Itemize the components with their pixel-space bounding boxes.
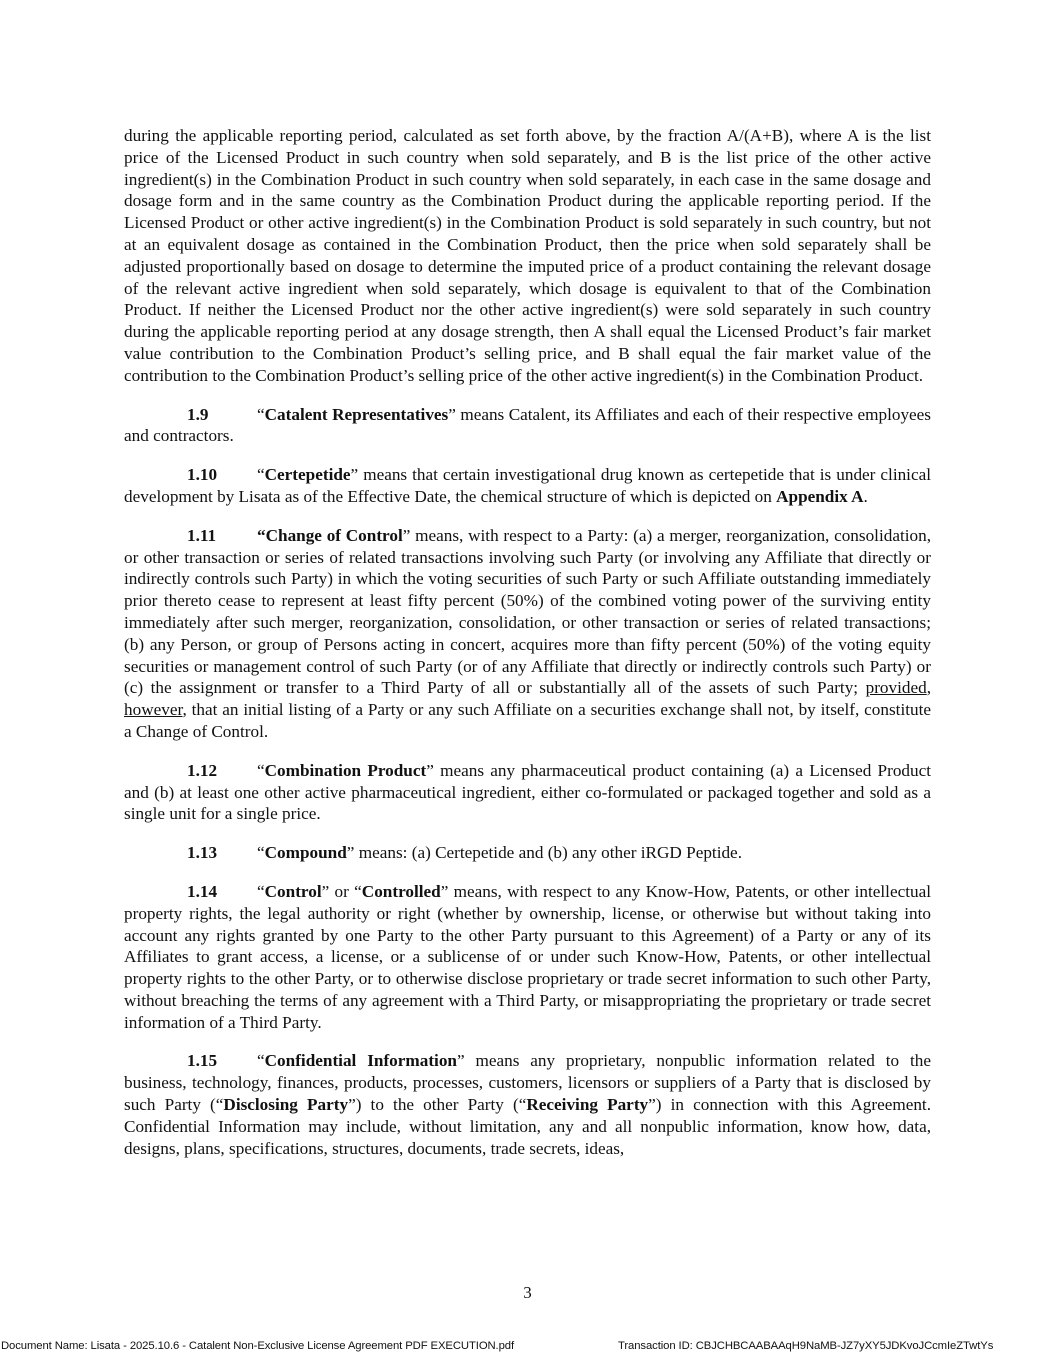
section-number: 1.12	[187, 760, 218, 780]
section-number: 1.15	[187, 1051, 218, 1071]
transaction-id: Transaction ID: CBJCHBCAABAAqH9NaMB-JZ7yXY5JDKvoJCcmIeZTwtYs	[618, 1340, 994, 1352]
section-1-12: 1.12 “Combination Product” means any pharmaceutical product containing (a) a Licensed Product and (b) at least one other active pharmaceutical ingredient, either co-formulated or packaged together and sold as a single unit for a single price.	[124, 760, 931, 824]
page-number: 3	[523, 1283, 532, 1302]
section-1-13: 1.13 “Compound” means: (a) Certepetide and (b) any other iRGD Peptide.	[187, 843, 742, 863]
defined-term-2: Disclosing Party	[223, 1095, 349, 1115]
defined-term: Control	[264, 881, 322, 901]
defined-term: Certepetide	[264, 465, 351, 485]
section-text: means Catalent, its Affiliates and each of their respective employees and contractors.	[124, 404, 931, 446]
defined-term: Compound	[264, 843, 347, 863]
section-1-11: 1.11 “Change of Control” means, with respect to a Party: (a) a merger, reorganization, consolidation, or other transaction or series of related transactions involving such Party (or involving any Affiliate that directly or indirectly controls such Party) in which the voting securities of such Party or such Affiliate outstanding immediately prior thereto cease to represent at least fifty percent (50%) of the combined voting power of the surviving entity immediately after such merger, reorganization, consolidation, or other transaction or series of related transactions; (b) any Person, or group of Persons acting in concert, acquires more than fifty percent (50%) of the voting equity securities or management control of such Party (or of any Affiliate that directly or indirectly controls such Party) or (c) the assignment or transfer to a Third Party of all or substantially all of the assets of such Party; provided, however, that an initial listing of a Party or any such Affiliate on a securities exchange shall not, by itself, constitute a Change of Control.	[124, 525, 931, 741]
section-number: 1.14	[187, 881, 218, 901]
defined-term: Change of Control	[265, 525, 403, 545]
section-text: means: (a) Certepetide and (b) any other iRGD Peptide.	[354, 843, 742, 863]
underlined-provided: provided	[865, 678, 927, 698]
defined-term: Confidential Information	[264, 1051, 457, 1071]
continuation-paragraph: during the applicable reporting period, calculated as set forth above, by the fraction A/(A+B), where A is the list price of the Licensed Product in such country when sold separately, and B is the list price of the other active ingredient(s) in the Combination Product in such country when sold separately, in each case in the same dosage and dosage form and in the same country as the Combination Product during the applicable reporting period. If the Licensed Product or other active ingredient(s) in the Combination Product is sold separately in such country, but not at an equivalent dosage as contained in the Combination Product, then the price when sold separately shall be adjusted proportionally based on dosage to determine the imputed price of a product containing the relevant dosage of the relevant active ingredient when sold separately, which dosage is equivalent to that of the Combination Product. If neither the Licensed Product nor the other active ingredient(s) were sold separately in such country during the applicable reporting period at any dosage strength, then A shall equal the Licensed Product’s fair market value contribution to the Combination Product’s selling price, and B shall equal the fair market value of the contribution to the Combination Product’s selling price of the other active ingredient(s) in the Combination Product.	[124, 126, 931, 385]
section-number: 1.11	[187, 525, 217, 545]
underlined-however: however	[124, 700, 183, 720]
section-1-10: 1.10 “Certepetide” means that certain investigational drug known as certepetide that is under clinical development by Lisata as of the Effective Date, the chemical structure of which is depicted on Appendix A.	[124, 465, 931, 506]
document-page	[124, 125, 931, 1176]
section-number: 1.13	[187, 843, 218, 863]
section-text-end: , that an initial listing of a Party or any such Affiliate on a securities exchange shall not, by itself, constitute a Change of Control.	[124, 700, 931, 741]
section-1-14: 1.14 “Control” or “Controlled” means, with respect to any Know-How, Patents, or other intellectual property rights, the legal authority or right (whether by ownership, license, or otherwise but without taking into account any rights granted by one Party to the other Party pursuant to this Agreement) of a Party or any of its Affiliates to grant access, a license, or a sublicense of or under such Know-How, Patents, or other intellectual property rights to the other Party, or to otherwise disclose proprietary or trade secret information to such other Party, without breaching the terms of any agreement with a Third Party, or misappropriating the proprietary or trade secret information of a Third Party.	[124, 881, 931, 1032]
section-1-9: 1.9 “Catalent Representatives” means Catalent, its Affiliates and each of their respective employees and contractors.	[124, 404, 931, 446]
connector-text: ) to the other Party (	[355, 1095, 519, 1115]
footer-bar	[0, 1338, 1055, 1358]
defined-term: Catalent Representatives	[264, 404, 449, 424]
defined-term-2: Controlled	[361, 881, 441, 901]
section-text: means any proprietary, nonpublic information related to the business, technology, finances, products, processes, customers, licensors or suppliers of a Party that is disclosed by such Party (	[124, 1051, 931, 1115]
document-name: Document Name: Lisata - 2025.10.6 - Catalent Non-Exclusive License Agreement PDF EXECUTION.pdf	[1, 1340, 515, 1352]
section-text: means that certain investigational drug known as certepetide that is under clinical development by Lisata as of the Effective Date, the chemical structure of which is depicted on	[124, 465, 931, 506]
connector-text: or	[329, 881, 355, 901]
defined-term: Combination Product	[264, 760, 427, 780]
section-number: 1.10	[187, 465, 218, 485]
separator: ,	[926, 678, 931, 698]
section-1-15: 1.15 “Confidential Information” means any proprietary, nonpublic information related to the business, technology, finances, products, processes, customers, licensors or suppliers of a Party that is disclosed by such Party (“Disclosing Party”) to the other Party (“Receiving Party”) in connection with this Agreement. Confidential Information may include, without limitation, any and all nonpublic information, know how, data, designs, plans, specifications, structures, documents, trade secrets, ideas,	[124, 1051, 931, 1158]
section-text: means, with respect to a Party: (a) a merger, reorganization, consolidation, or other transaction or series of related transactions involving such Party (or involving any Affiliate that directly or indirectly controls such Party) in which the voting securities of such Party or such Affiliate outstanding immediately prior thereto cease to represent at least fifty percent (50%) of the combined voting power of the surviving entity immediately after such merger, reorganization, consolidation, or other transaction or series of related transactions; (b) any Person, or group of Persons acting in concert, acquires more than fifty percent (50%) of the voting equity securities or management control of such Party (or of any Affiliate that directly or indirectly controls such Party) or (c) the assignment or transfer to a Third Party of all or substantially all of the assets of such Party;	[124, 525, 931, 698]
section-text: means any pharmaceutical product containing (a) a Licensed Product and (b) at least one other active pharmaceutical ingredient, either co-formulated or packaged together and sold as a single unit for a single price.	[124, 760, 931, 824]
section-text-end: .	[863, 486, 868, 506]
section-text-end: ) in connection with this Agreement. Confidential Information may include, without limitation, any and all nonpublic information, know how, data, designs, plans, specifications, structures, documents, trade secrets, ideas,	[124, 1095, 931, 1158]
defined-term-3: Receiving Party	[526, 1095, 649, 1115]
section-text: means, with respect to any Know-How, Patents, or other intellectual property rights, the legal authority or right (whether by ownership, license, or otherwise but without taking into account any rights granted by one Party to the other Party pursuant to this Agreement) of a Party or any of its Affiliates to grant access, a license, or a sublicense of or under such Know-How, Patents, or other intellectual property rights to the other Party, or to otherwise disclose proprietary or trade secret information to such other Party, without breaching the terms of any agreement with a Third Party, or misappropriating the proprietary or trade secret information of a Third Party.	[124, 881, 931, 1032]
appendix-reference: Appendix A	[776, 486, 864, 506]
section-number: 1.9	[187, 404, 209, 424]
